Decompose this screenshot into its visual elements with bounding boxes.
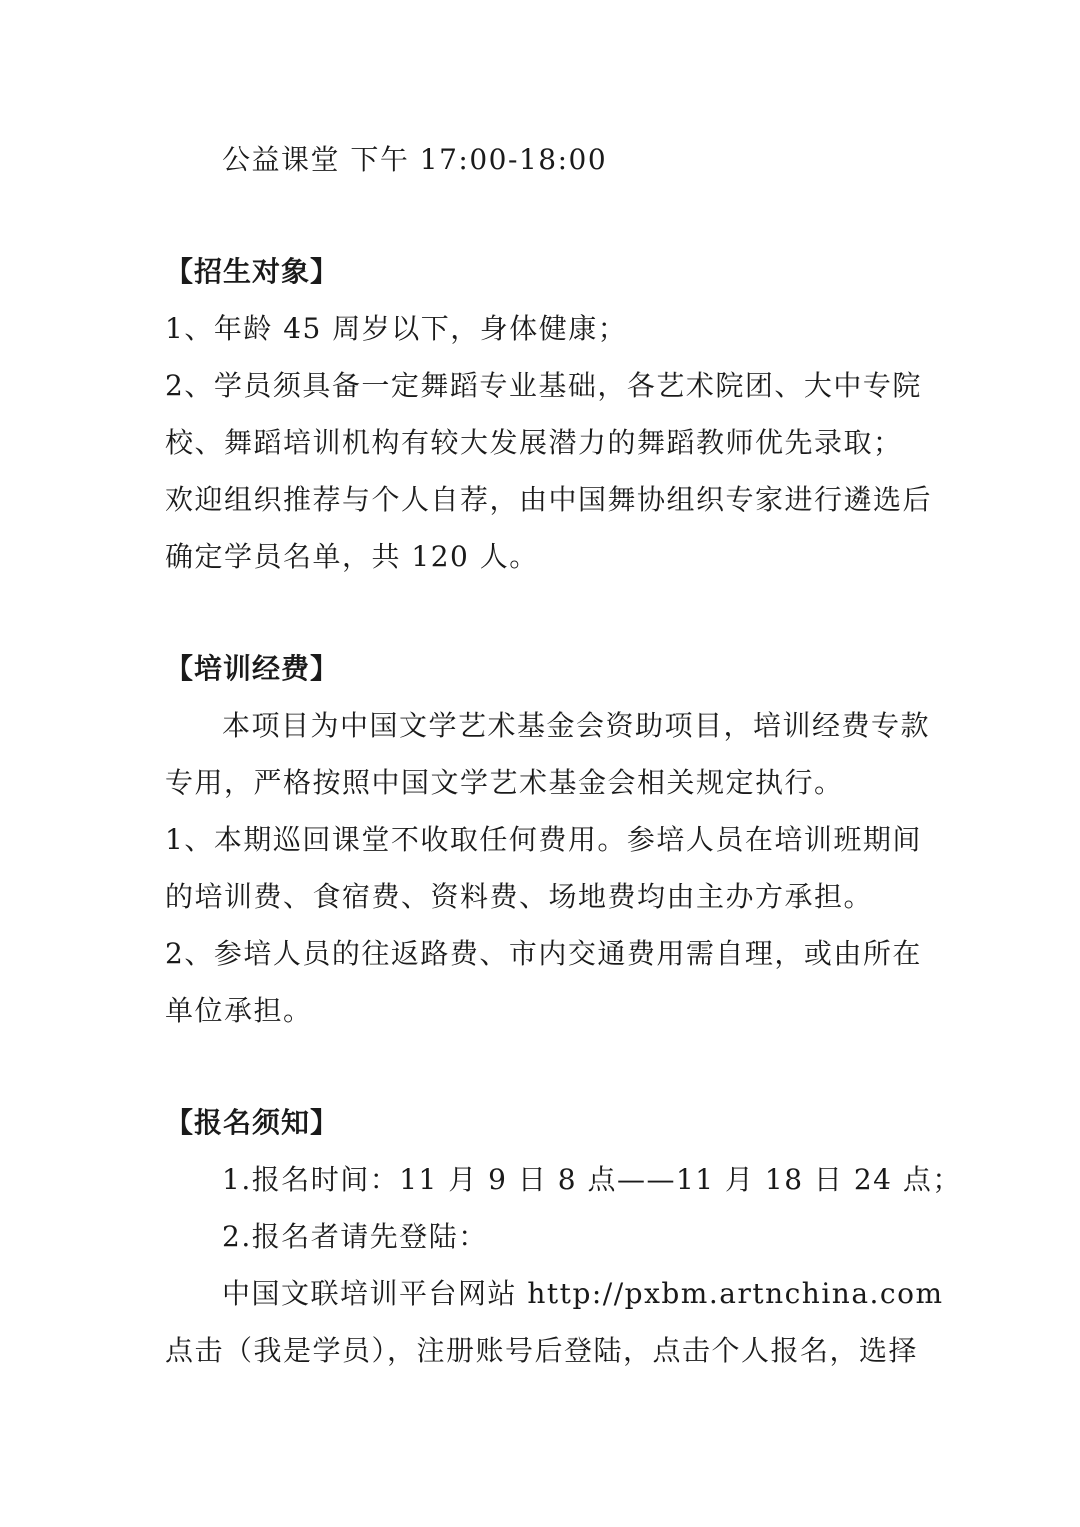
- registration-heading: 【报名须知】: [165, 1106, 340, 1139]
- enrollment-line: 确定学员名单，共 120 人。: [165, 540, 539, 573]
- fees-heading: 【培训经费】: [165, 652, 340, 685]
- fees-line: 单位承担。: [165, 994, 313, 1027]
- enrollment-line: 2、学员须具备一定舞蹈专业基础，各艺术院团、大中专院: [165, 369, 922, 402]
- enrollment-line: 欢迎组织推荐与个人自荐，由中国舞协组织专家进行遴选后: [165, 483, 933, 516]
- enrollment-heading: 【招生对象】: [165, 255, 340, 288]
- fees-line: 的培训费、食宿费、资料费、场地费均由主办方承担。: [165, 880, 874, 913]
- registration-website-line: 中国文联培训平台网站 http://pxbm.artnchina.com: [222, 1277, 944, 1310]
- enrollment-line: 校、舞蹈培训机构有较大发展潜力的舞蹈教师优先录取；: [165, 426, 903, 459]
- fees-line: 1、本期巡回课堂不收取任何费用。参培人员在培训班期间: [165, 823, 922, 856]
- fees-line: 专用，严格按照中国文学艺术基金会相关规定执行。: [165, 766, 844, 799]
- registration-line: 1.报名时间：11 月 9 日 8 点——11 月 18 日 24 点；: [222, 1163, 962, 1196]
- registration-line: 点击（我是学员），注册账号后登陆，点击个人报名，选择: [165, 1334, 919, 1367]
- registration-line: 2.报名者请先登陆：: [222, 1220, 488, 1253]
- fees-line: 本项目为中国文学艺术基金会资助项目，培训经费专款: [222, 709, 931, 742]
- enrollment-line: 1、年龄 45 周岁以下，身体健康；: [165, 312, 628, 345]
- intro-schedule-line: 公益课堂 下午 17:00-18:00: [222, 143, 608, 176]
- fees-line: 2、参培人员的往返路费、市内交通费用需自理，或由所在: [165, 937, 922, 970]
